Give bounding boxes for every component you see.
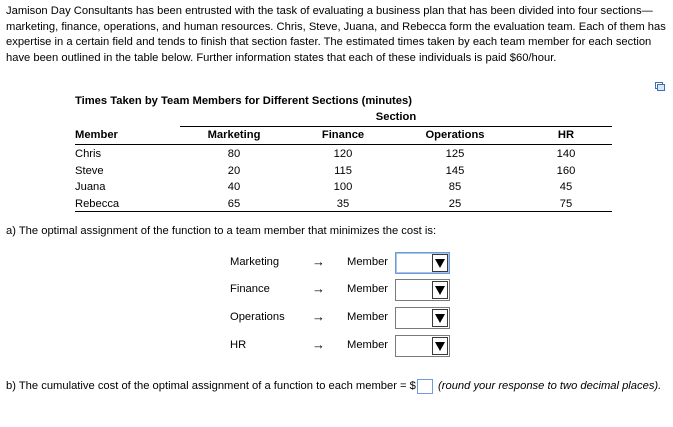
table-cell-value: 120 (333, 148, 353, 160)
dropdown-button[interactable] (432, 254, 448, 272)
member-dropdown[interactable] (395, 279, 450, 301)
table-cell-value: 80 (227, 148, 241, 160)
table-cell-value: 140 (556, 148, 576, 160)
function-label: Finance (230, 283, 270, 295)
dropdown-arrow-icon (435, 286, 445, 295)
function-label: Operations (230, 311, 285, 323)
col-header-hr: HR (557, 129, 575, 141)
copy-table-icon[interactable] (655, 82, 665, 91)
table-cell-value: 145 (445, 164, 465, 177)
table-bottom-rule (75, 211, 612, 212)
dropdown-button[interactable] (432, 281, 448, 299)
section-header: Section (375, 111, 417, 123)
table-cell-member: Chris (75, 148, 102, 160)
table-cell-value: 100 (333, 181, 353, 193)
dropdown-button[interactable] (432, 309, 448, 327)
table-cell-value: 40 (227, 181, 241, 193)
col-header-member: Member (75, 129, 118, 141)
col-header-marketing: Marketing (207, 129, 261, 141)
dropdown-button[interactable] (432, 337, 448, 355)
function-label: HR (230, 339, 247, 351)
arrow-right-icon: → (312, 337, 325, 352)
col-header-operations: Operations (425, 129, 485, 141)
question-a-text: a) The optimal assignment of the function to a team member that minimizes the cost is: (6, 225, 437, 237)
table-cell-value: 65 (227, 197, 241, 210)
member-dropdown[interactable] (395, 335, 450, 357)
table-cell-value: 20 (227, 164, 241, 177)
problem-statement: Jamison Day Consultants has been entrusted with the task of evaluating a business plan that has been divided into four sections—marketing, finance, operations, and human resources. Chris, Steve, Juana, and Rebecca form the evaluation team. Each of them has expertise in a certain field and tends to finish that section faster. The estimated times taken by each team member for each section have been outlined in the table below. Further information states that each of these individuals is paid $60/hour. (6, 5, 666, 64)
arrow-right-icon: → (312, 281, 325, 296)
question-b (6, 378, 666, 394)
table-cell-value: 45 (559, 181, 573, 193)
arrow-right-icon: → (312, 254, 325, 269)
member-label: Member (347, 256, 389, 268)
section-rule (180, 126, 612, 127)
function-label: Marketing (230, 256, 280, 268)
dropdown-arrow-icon (435, 342, 445, 351)
member-dropdown[interactable] (395, 307, 450, 329)
table-cell-member: Rebecca (75, 197, 120, 210)
table-cell-value: 115 (334, 164, 352, 177)
table-cell-member: Juana (75, 181, 106, 193)
question-b-text: b) The cumulative cost of the optimal assignment of a function to each member = $ (6, 380, 416, 392)
table-cell-value: 75 (559, 197, 573, 210)
member-label: Member (347, 283, 389, 295)
member-label: Member (347, 311, 389, 323)
table-title: Times Taken by Team Members for Different Sections (minutes) (75, 95, 412, 107)
dropdown-arrow-icon (435, 259, 445, 268)
dropdown-arrow-icon (435, 314, 445, 323)
col-header-finance: Finance (321, 129, 365, 141)
table-cell-value: 125 (445, 148, 465, 160)
table-cell-member: Steve (75, 164, 104, 177)
table-cell-value: 35 (336, 197, 350, 210)
table-cell-value: 25 (448, 197, 462, 210)
arrow-right-icon: → (312, 309, 325, 324)
header-rule (75, 144, 612, 145)
member-dropdown[interactable] (395, 252, 450, 274)
total-cost-input[interactable] (417, 379, 433, 394)
table-cell-value: 85 (448, 181, 462, 193)
rounding-hint: (round your response to two decimal places). (438, 380, 662, 392)
table-cell-value: 160 (556, 164, 576, 177)
member-label: Member (347, 339, 389, 351)
